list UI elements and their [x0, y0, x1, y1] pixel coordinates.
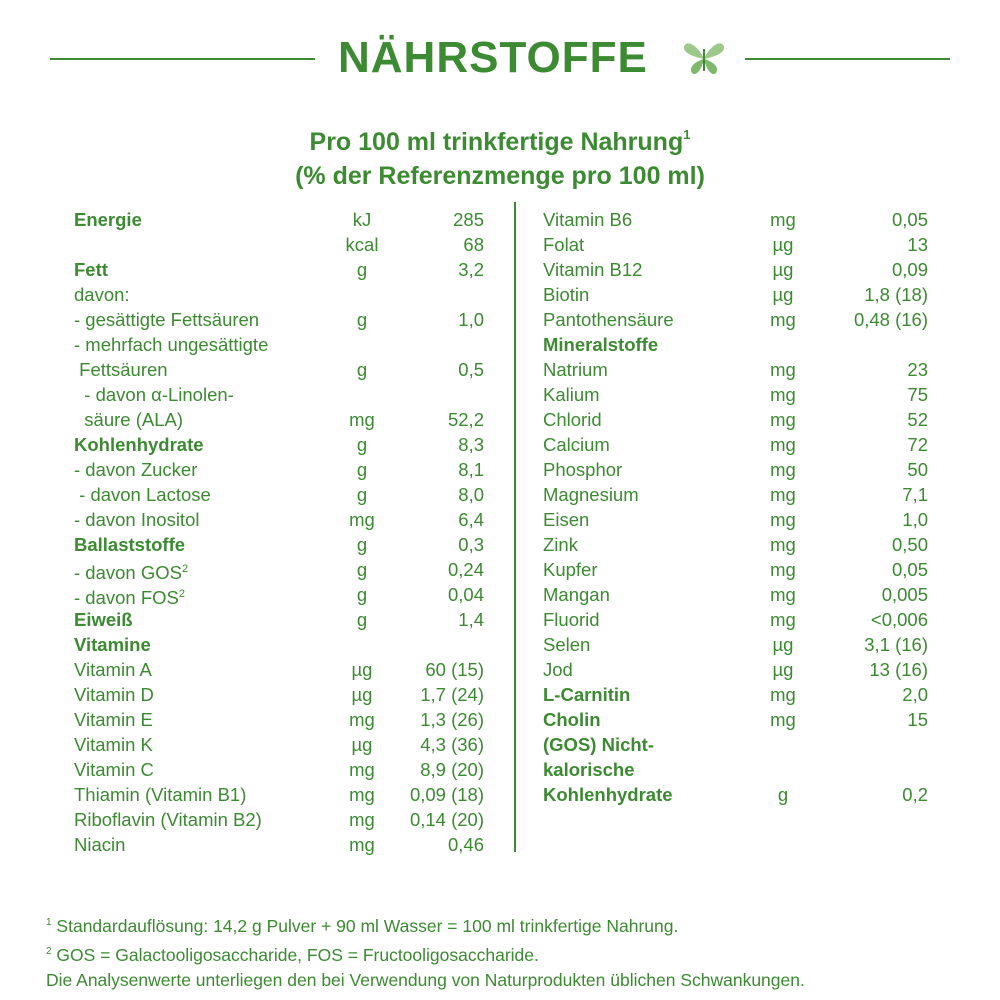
nutrient-name: Kohlenhydrate	[74, 434, 204, 455]
nutrient-name: Folat	[543, 234, 585, 255]
nutrient-value: 68	[463, 234, 484, 255]
nutrient-value: <0,006	[870, 609, 928, 630]
table-row	[543, 457, 928, 482]
nutrient-name: Chlorid	[543, 409, 602, 430]
nutrient-name: Thiamin (Vitamin B1)	[74, 784, 247, 805]
table-row	[543, 507, 928, 532]
nutrient-value: 0,46	[447, 834, 484, 855]
nutrient-name: Jod	[543, 659, 573, 680]
nutrient-value: 52	[907, 409, 928, 430]
nutrient-value: 8,9 (20)	[420, 759, 484, 780]
nutrient-name: Phosphor	[543, 459, 623, 480]
table-row	[543, 707, 928, 732]
nutrient-name: Riboflavin (Vitamin B2)	[74, 809, 262, 830]
table-row	[74, 207, 484, 232]
nutrient-unit: kJ	[352, 209, 372, 230]
nutrient-name: Magnesium	[543, 484, 639, 505]
subtitle	[0, 118, 1000, 193]
table-row	[74, 457, 484, 482]
nutrient-unit: g	[356, 559, 368, 580]
nutrient-unit: mg	[770, 409, 796, 430]
nutrient-value: 75	[907, 384, 928, 405]
nutrient-value: 13	[907, 234, 928, 255]
nutrient-unit: g	[356, 459, 368, 480]
nutrient-value: 0,50	[891, 534, 928, 555]
table-row	[543, 207, 928, 232]
nutrient-unit: mg	[770, 484, 796, 505]
nutrient-unit: g	[356, 609, 368, 630]
table-row	[543, 482, 928, 507]
nutrient-unit: mg	[770, 459, 796, 480]
nutrient-unit: mg	[770, 584, 796, 605]
footnote: $^2$ GOS = Galactooligosaccharide, FOS = Fructooligosaccharide.	[46, 945, 539, 965]
nutrient-unit: µg	[772, 634, 794, 655]
nutrient-name: davon:	[74, 284, 130, 305]
nutrient-unit: µg	[351, 684, 373, 705]
table-row	[74, 657, 484, 682]
nutrient-unit: mg	[770, 384, 796, 405]
nutrient-value: 7,1	[902, 484, 928, 505]
nutrient-name: (GOS) Nicht-	[543, 734, 654, 755]
table-row	[74, 382, 484, 407]
nutrient-value: 72	[907, 434, 928, 455]
nutrient-unit: µg	[772, 284, 794, 305]
nutrient-value: 6,4	[458, 509, 484, 530]
table-row	[543, 382, 928, 407]
nutrient-value: 8,3	[458, 434, 484, 455]
nutrient-value: 0,24	[447, 559, 484, 580]
table-row	[74, 782, 484, 807]
header-line-left	[50, 58, 315, 60]
table-row	[543, 357, 928, 382]
nutrient-unit: g	[356, 434, 368, 455]
nutrient-name: Fluorid	[543, 609, 600, 630]
nutrient-unit: g	[356, 359, 368, 380]
nutrient-name: Energie	[74, 209, 142, 230]
table-row	[74, 607, 484, 632]
nutrient-name: Ballaststoffe	[74, 534, 186, 555]
nutrient-name: - mehrfach ungesättigte	[74, 334, 269, 355]
nutrient-value: 0,05	[891, 559, 928, 580]
nutrient-name: Calcium	[543, 434, 610, 455]
nutrient-value: 15	[907, 709, 928, 730]
nutrient-value: 1,4	[458, 609, 484, 630]
nutrient-value: 13 (16)	[869, 659, 928, 680]
nutrient-value: 23	[907, 359, 928, 380]
nutrient-name: L-Carnitin	[543, 684, 631, 705]
nutrient-unit: mg	[349, 409, 375, 430]
nutrient-unit: mg	[349, 809, 375, 830]
table-row	[74, 557, 484, 582]
nutrient-name: Vitamin B12	[543, 259, 643, 280]
nutrient-unit: µg	[772, 259, 794, 280]
nutrient-value: 4,3 (36)	[420, 734, 484, 755]
nutrient-name: - davon FOS$^2$	[74, 587, 186, 608]
nutrient-unit: µg	[351, 734, 373, 755]
nutrient-unit: g	[356, 259, 368, 280]
nutrient-value: 1,0	[458, 309, 484, 330]
table-row	[74, 282, 484, 307]
nutrient-unit: g	[777, 784, 789, 805]
table-row	[74, 407, 484, 432]
subtitle-line-2: (% der Referenzmenge pro 100 ml)	[295, 162, 705, 190]
footnote: $^1$ Standardauflösung: 14,2 g Pulver + 90 ml Wasser = 100 ml trinkfertige Nahrung.	[46, 916, 679, 936]
nutrient-value: 0,04	[447, 584, 484, 605]
nutrient-name: kalorische	[543, 759, 635, 780]
nutrient-value: 0,005	[881, 584, 928, 605]
nutrient-table-right	[543, 207, 928, 807]
page-title: NÄHRSTOFFE	[338, 33, 648, 82]
table-row	[74, 532, 484, 557]
table-row	[74, 357, 484, 382]
nutrient-name: - davon Zucker	[74, 459, 198, 480]
table-row	[74, 582, 484, 607]
nutrient-name: Vitamin B6	[543, 209, 633, 230]
table-row	[543, 782, 928, 807]
table-row	[543, 432, 928, 457]
nutrient-unit: mg	[770, 509, 796, 530]
nutrient-value: 0,14 (20)	[409, 809, 484, 830]
nutrient-name: Vitamin D	[74, 684, 154, 705]
nutrient-unit: mg	[770, 709, 796, 730]
nutrient-name: Niacin	[74, 834, 126, 855]
nutrient-name: - gesättigte Fettsäuren	[74, 309, 260, 330]
table-row	[74, 332, 484, 357]
nutrient-unit: g	[356, 534, 368, 555]
nutrient-name: säure (ALA)	[74, 409, 183, 430]
nutrient-value: 52,2	[447, 409, 484, 430]
nutrient-unit: µg	[772, 234, 794, 255]
nutrient-name: Pantothensäure	[543, 309, 674, 330]
table-row	[74, 757, 484, 782]
nutrient-unit: mg	[770, 359, 796, 380]
footnote: Die Analysenwerte unterliegen den bei Verwendung von Naturprodukten üblichen Schwankungen.	[46, 970, 805, 990]
table-row	[74, 232, 484, 257]
nutrient-unit: mg	[349, 834, 375, 855]
table-row	[543, 632, 928, 657]
nutrient-name: Eisen	[543, 509, 590, 530]
table-row	[74, 807, 484, 832]
nutrient-name: Vitamin K	[74, 734, 153, 755]
table-row	[543, 407, 928, 432]
nutrient-name: Vitamin C	[74, 759, 154, 780]
table-row	[543, 307, 928, 332]
nutrient-unit: mg	[770, 684, 796, 705]
table-row	[74, 432, 484, 457]
table-row	[543, 332, 928, 357]
nutrient-name: Fett	[74, 259, 108, 280]
table-row	[543, 557, 928, 582]
subtitle-line-1: Pro 100 ml trinkfertige Nahrung$^1$	[309, 127, 691, 156]
nutrient-value: 2,0	[902, 684, 928, 705]
nutrient-value: 0,2	[902, 784, 928, 805]
nutrient-unit: mg	[770, 434, 796, 455]
header	[0, 28, 1000, 88]
nutrient-value: 1,3 (26)	[420, 709, 484, 730]
footnotes	[46, 910, 976, 993]
nutrient-name: Vitamin A	[74, 659, 152, 680]
nutrient-unit: mg	[349, 509, 375, 530]
nutrient-name: - davon Lactose	[74, 484, 211, 505]
nutrient-unit: mg	[349, 759, 375, 780]
nutrient-name: Mangan	[543, 584, 610, 605]
nutrient-unit: µg	[351, 659, 373, 680]
table-row	[74, 257, 484, 282]
table-row	[74, 307, 484, 332]
nutrient-name: Biotin	[543, 284, 590, 305]
butterfly-icon	[680, 33, 728, 81]
nutrient-name: Kupfer	[543, 559, 598, 580]
nutrient-value: 8,0	[458, 484, 484, 505]
nutrient-value: 60 (15)	[425, 659, 484, 680]
nutrient-value: 1,8 (18)	[864, 284, 928, 305]
nutrient-unit: µg	[772, 659, 794, 680]
table-row	[74, 632, 484, 657]
table-row	[543, 532, 928, 557]
nutrient-value: 0,3	[458, 534, 484, 555]
table-row	[543, 282, 928, 307]
nutrient-name: - davon Inositol	[74, 509, 200, 530]
nutrient-name: Mineralstoffe	[543, 334, 659, 355]
nutrient-name: Cholin	[543, 709, 601, 730]
nutrient-unit: g	[356, 309, 368, 330]
table-row	[543, 657, 928, 682]
table-row	[543, 257, 928, 282]
nutrient-value: 3,1 (16)	[864, 634, 928, 655]
nutrient-unit: mg	[770, 559, 796, 580]
table-row	[543, 682, 928, 707]
table-row	[74, 482, 484, 507]
nutrient-name: Vitamin E	[74, 709, 153, 730]
table-row	[543, 232, 928, 257]
nutrient-unit: mg	[349, 784, 375, 805]
header-line-right	[745, 58, 950, 60]
table-row	[74, 732, 484, 757]
nutrient-unit: kcal	[345, 234, 379, 255]
table-row	[543, 607, 928, 632]
nutrient-name: Eiweiß	[74, 609, 133, 630]
nutrient-table-left	[74, 207, 484, 857]
nutrient-name: Vitamine	[74, 634, 151, 655]
nutrient-name: Kohlenhydrate	[543, 784, 673, 805]
nutrient-name: Natrium	[543, 359, 608, 380]
nutrient-unit: mg	[770, 309, 796, 330]
nutrient-value: 50	[907, 459, 928, 480]
table-row	[74, 832, 484, 857]
nutrient-value: 0,05	[891, 209, 928, 230]
table-row	[74, 682, 484, 707]
table-row	[543, 582, 928, 607]
table-row	[543, 757, 928, 782]
nutrient-name: - davon GOS$^2$	[74, 562, 189, 583]
nutrient-name: - davon α-Linolen-	[74, 384, 234, 405]
nutrient-unit: mg	[770, 209, 796, 230]
table-row	[74, 707, 484, 732]
nutrient-value: 285	[453, 209, 484, 230]
nutrient-value: 1,0	[902, 509, 928, 530]
column-divider	[514, 202, 516, 852]
nutrient-value: 1,7 (24)	[420, 684, 484, 705]
nutrient-unit: mg	[770, 609, 796, 630]
nutrient-value: 3,2	[458, 259, 484, 280]
nutrient-value: 0,09	[891, 259, 928, 280]
nutrient-name: Zink	[543, 534, 578, 555]
nutrient-name: Kalium	[543, 384, 600, 405]
nutrient-value: 0,48 (16)	[853, 309, 928, 330]
nutrient-unit: mg	[349, 709, 375, 730]
nutrient-unit: g	[356, 484, 368, 505]
nutrient-unit: mg	[770, 534, 796, 555]
nutrient-value: 0,5	[458, 359, 484, 380]
nutrient-name: Selen	[543, 634, 591, 655]
nutrient-name: Fettsäuren	[74, 359, 168, 380]
nutrient-value: 8,1	[458, 459, 484, 480]
table-row	[74, 507, 484, 532]
nutrient-value: 0,09 (18)	[409, 784, 484, 805]
nutrient-unit: g	[356, 584, 368, 605]
table-row	[543, 732, 928, 757]
